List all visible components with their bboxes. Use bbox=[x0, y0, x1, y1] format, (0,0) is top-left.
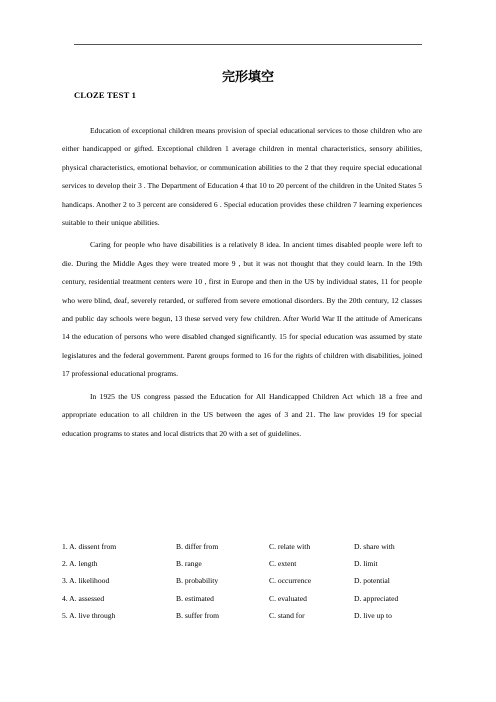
option-c: C. evaluated bbox=[269, 593, 307, 603]
option-b: B. differ from bbox=[176, 542, 219, 551]
option-d: D. live up to bbox=[354, 610, 392, 620]
option-row bbox=[62, 590, 422, 607]
option-row bbox=[62, 538, 422, 555]
option-row bbox=[62, 555, 422, 572]
option-a: 3. A. likelihood bbox=[62, 576, 110, 586]
option-b: B. range bbox=[176, 559, 202, 569]
paragraph: In 1925 the US congress passed the Education for All Handicapped Children Act which 18 a free and appropriate education to all children in the US between the ages of 3 and 21. The law provides 19 for special education programs to states and local districts that 20 with a set of guidelines. bbox=[62, 391, 422, 438]
option-a: 4. A. assessed bbox=[62, 593, 105, 603]
option-a: 2. A. length bbox=[62, 559, 98, 569]
option-d: D. appreciated bbox=[354, 593, 399, 603]
option-d: D. limit bbox=[354, 559, 378, 569]
option-d: D. potential bbox=[354, 576, 390, 586]
page-title: 完形填空 bbox=[221, 69, 274, 84]
option-c: C. relate with bbox=[269, 542, 311, 551]
option-c: C. occurrence bbox=[269, 576, 312, 586]
option-c: C. stand for bbox=[269, 610, 305, 620]
option-row bbox=[62, 572, 422, 589]
test-subtitle: CLOZE TEST 1 bbox=[74, 90, 137, 100]
header-rule bbox=[74, 44, 422, 45]
answer-options bbox=[62, 538, 422, 624]
paragraph: Caring for people who have disabilities is a relatively 8 idea. In ancient times disabled people were left to die. During the Middle Ages they were treated more 9 , but it was not thought that they could learn. In the 19th century, residential treatment centers were 10 , first in Europe and then in the US by individual states, 11 for people who were blind, deaf, severely retarded, or suffered from severe emotional disorders. By the 20th century, 12 classes and public day schools were begun, 13 these served very few children. After World War II the attitude of Americans 14 the education of persons who were disabled changed significantly. 15 for special education was assumed by state legislatures and the federal government. Parent groups formed to 16 for the rights of children with disabilities, joined 17 professional educational programs. bbox=[62, 240, 422, 379]
option-b: B. estimated bbox=[176, 593, 214, 603]
option-b: B. suffer from bbox=[176, 610, 220, 620]
option-a: 5. A. live through bbox=[62, 610, 116, 620]
option-a: 1. A. dissent from bbox=[62, 542, 117, 551]
option-b: B. probability bbox=[176, 576, 219, 586]
option-row bbox=[62, 607, 422, 624]
option-c: C. extent bbox=[269, 559, 297, 569]
option-d: D. share with bbox=[354, 542, 395, 551]
paragraph: Education of exceptional children means provision of special educational services to those children who are either handicapped or gifted. Exceptional children 1 average children in mental characteristics, sensory abilities, physical characteristics, emotional behavior, or communication abilities to the 2 that they require special educational services to develop their 3 . The Department of Education 4 that 10 to 20 percent of the children in the United States 5 handicaps. Another 2 to 3 percent are considered 6 . Special education provides these children 7 learning experiences suitable to their unique abilities. bbox=[62, 126, 422, 228]
passage bbox=[62, 122, 422, 447]
